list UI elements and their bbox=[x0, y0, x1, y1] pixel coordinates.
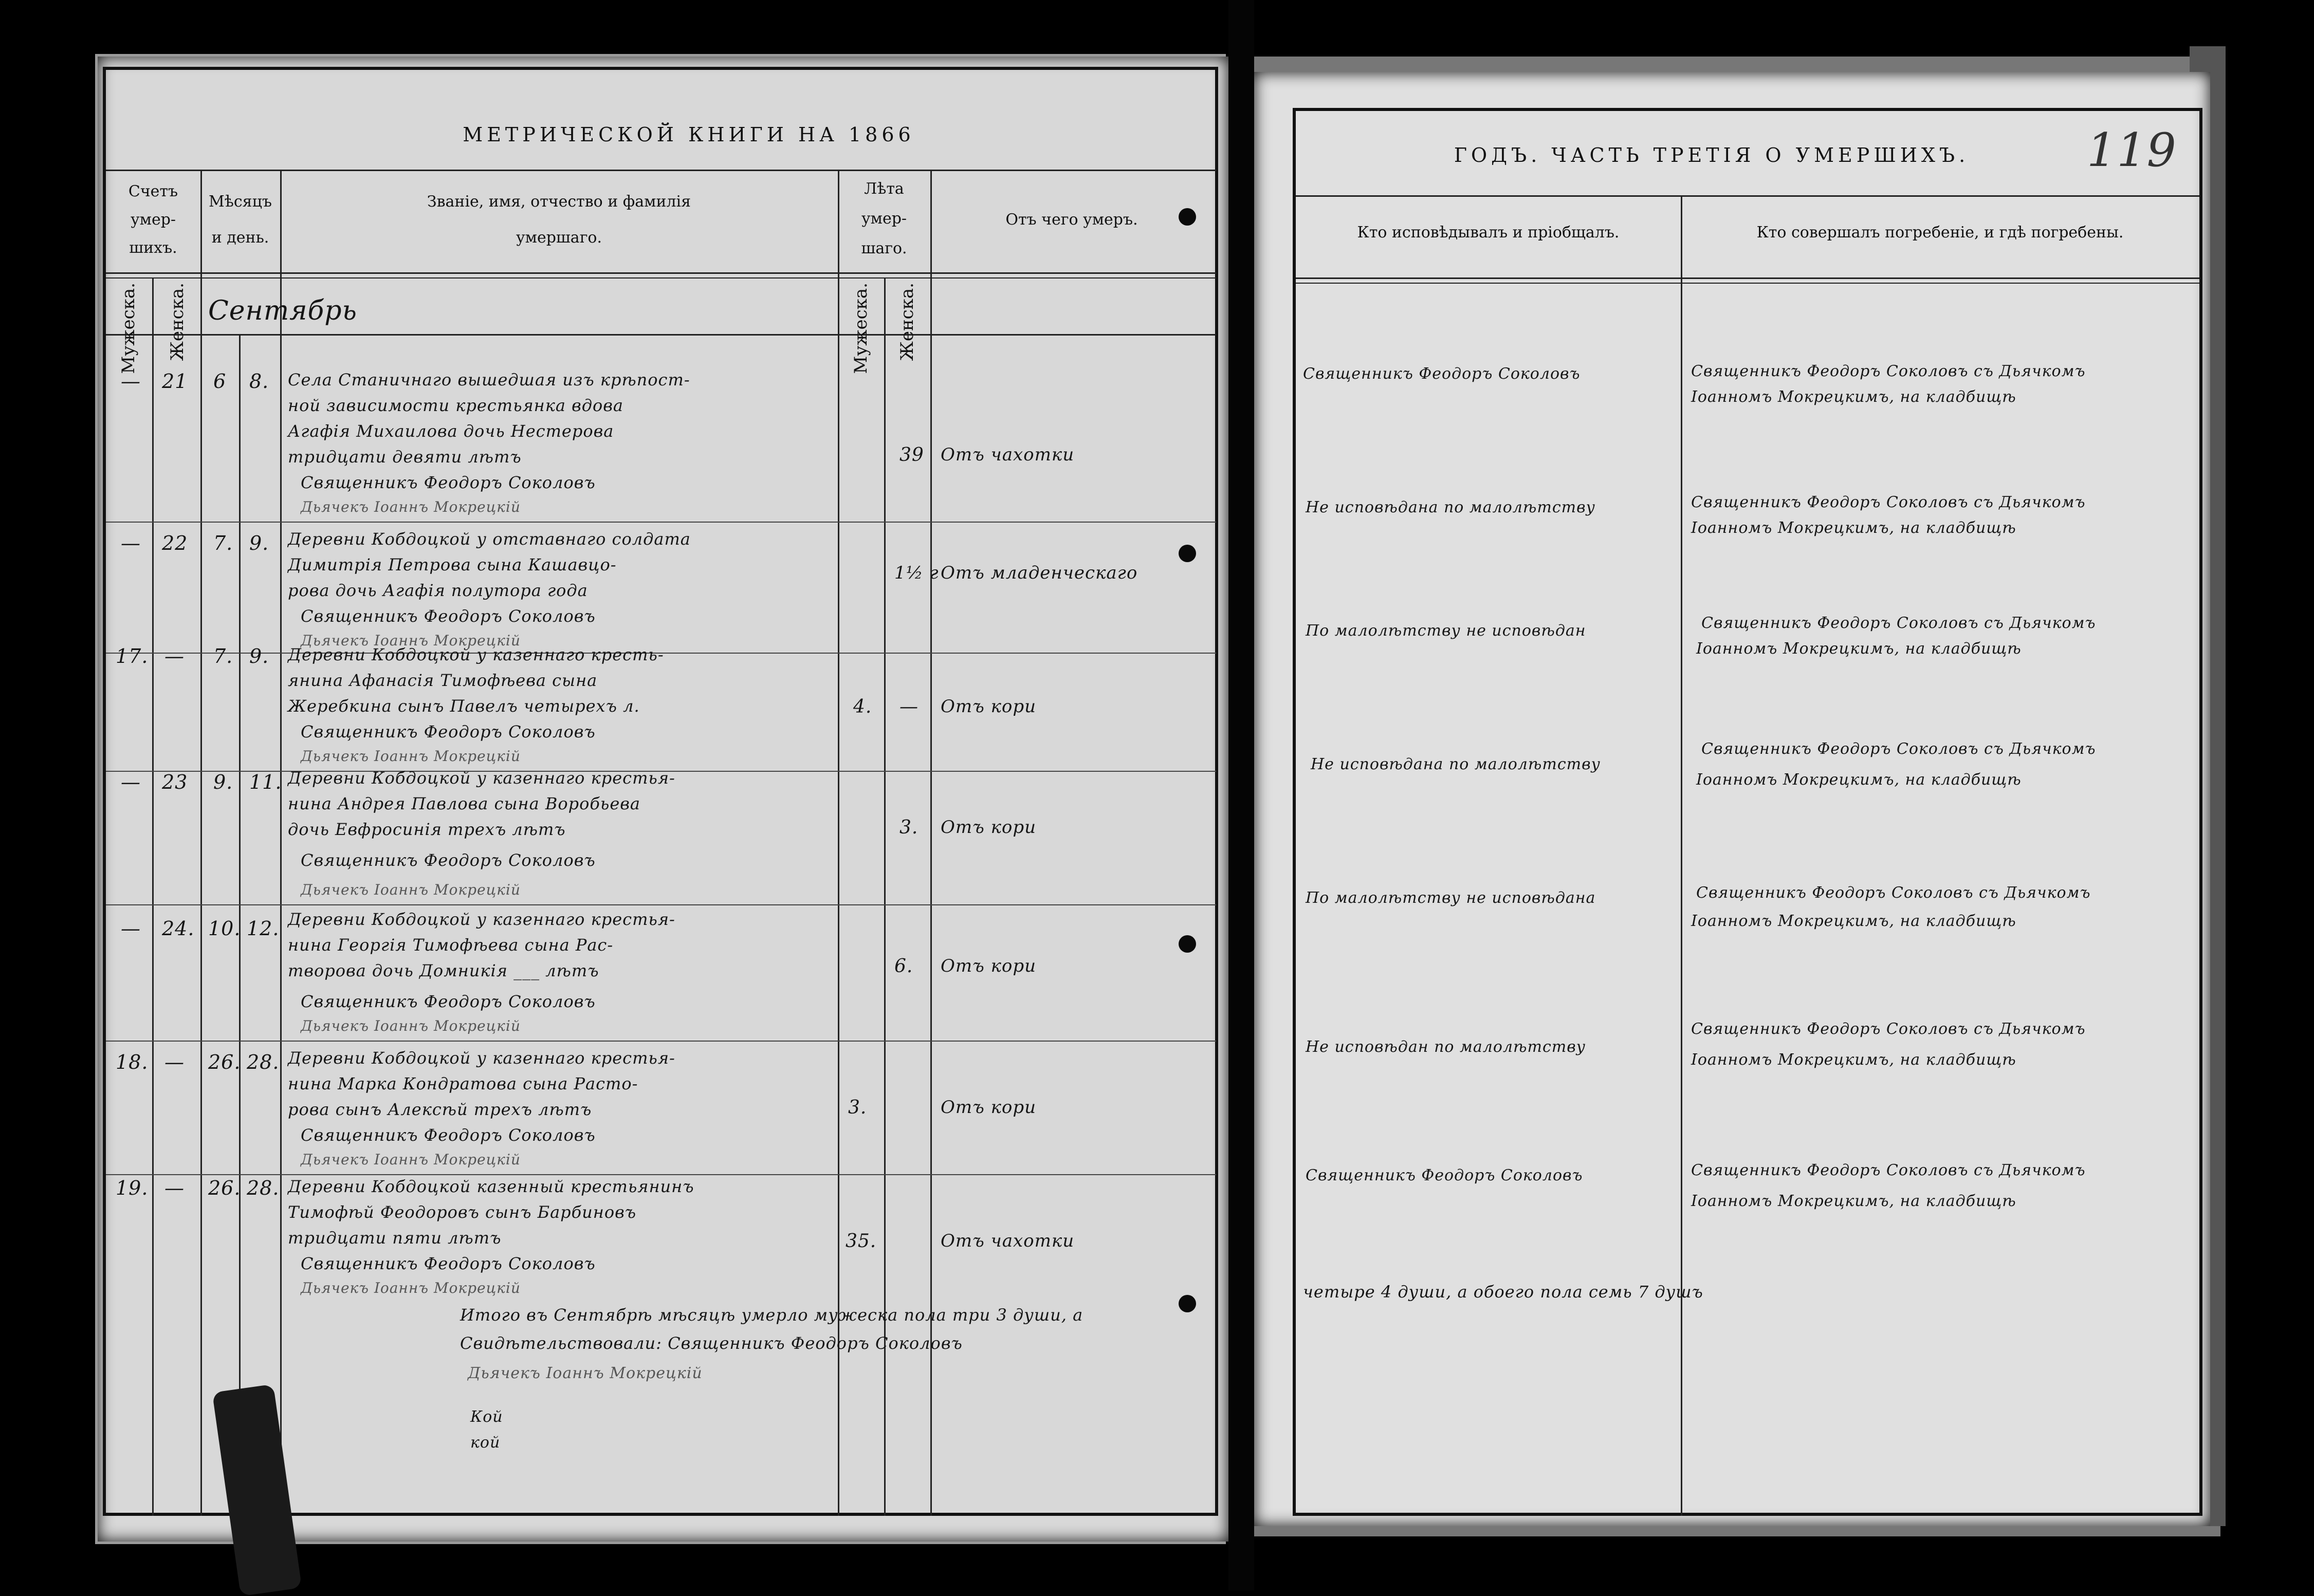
column-subheader-rule bbox=[106, 277, 1216, 279]
entry-2-line-3: рова дочь Агафiя полутора года bbox=[288, 581, 588, 600]
entry-3-male: 17. bbox=[116, 645, 149, 667]
entry-3-line-4: Священникъ Феодоръ Соколовъ bbox=[301, 722, 596, 741]
entry-1-day2: 8. bbox=[249, 370, 269, 393]
entry-1-cause: Отъ чахотки bbox=[941, 444, 1075, 465]
entry-6-age-male: 3. bbox=[848, 1097, 867, 1118]
entry-6-cause: Отъ кори bbox=[941, 1097, 1037, 1118]
entry-4-line-1: Деревни Кобдоцкой у казеннаго крестья- bbox=[288, 768, 675, 788]
entry-2-cause: Отъ младенческаго bbox=[941, 563, 1138, 583]
entry-2-male: — bbox=[121, 532, 141, 554]
entry-1-male: — bbox=[121, 370, 141, 393]
entry-7-male: 19. bbox=[116, 1177, 149, 1199]
right-page bbox=[1254, 72, 2210, 1526]
entry-7-female: — bbox=[164, 1177, 185, 1199]
entry-6-rule bbox=[106, 1174, 1216, 1175]
left-page-header: МЕТРИЧЕСКОЙ КНИГИ НА 1866 bbox=[463, 123, 915, 146]
burial-4-line-1: Священникъ Феодоръ Соколовъ съ Дьячкомъ bbox=[1701, 740, 2096, 758]
entry-1-line-5: Священникъ Феодоръ Соколовъ bbox=[301, 473, 596, 492]
entry-3-cause: Отъ кори bbox=[941, 696, 1037, 717]
entry-6-line-4: Священникъ Феодоръ Соколовъ bbox=[301, 1125, 596, 1145]
right-page-frame bbox=[1293, 108, 2202, 1516]
entry-4-day2: 11. bbox=[249, 771, 282, 793]
col-header-burial: Кто совершалъ погребенiе, и гдѣ погребены. bbox=[1756, 224, 2124, 242]
burial-1-line-2: Iоанномъ Мокрецкимъ, на кладбищѣ bbox=[1691, 388, 2016, 406]
book-spine bbox=[1228, 0, 1254, 1590]
right-footer: четыре 4 души, а обоего пола семь 7 душъ bbox=[1303, 1282, 1703, 1302]
entry-5-day1: 10. bbox=[208, 917, 241, 940]
burial-7-line-1: Священникъ Феодоръ Соколовъ съ Дьячкомъ bbox=[1691, 1161, 2086, 1179]
entry-6-day1: 26. bbox=[208, 1051, 241, 1073]
entry-4-line-4: Священникъ Феодоръ Соколовъ bbox=[301, 850, 596, 870]
entry-2-day2: 9. bbox=[249, 532, 269, 554]
entry-1-rule bbox=[106, 522, 1216, 523]
col-header-age-male: Мужеска. bbox=[851, 283, 871, 374]
entry-5-day2: 12. bbox=[247, 917, 280, 940]
col-header-age-2: умер- bbox=[861, 210, 907, 228]
entry-6-line-1: Деревни Кобдоцкой у казеннаго крестья- bbox=[288, 1048, 675, 1068]
col-header-name-2: умершаго. bbox=[516, 229, 602, 247]
left-footer-line-5: кой bbox=[470, 1434, 501, 1452]
entry-5-male: — bbox=[121, 917, 141, 940]
header-rule bbox=[106, 170, 1216, 171]
entry-6-male: 18. bbox=[116, 1051, 149, 1073]
burial-5-line-2: Iоанномъ Мокрецкимъ, на кладбищѣ bbox=[1691, 912, 2016, 930]
entry-3-line-3: Жеребкина сынъ Павелъ четырехъ л. bbox=[288, 696, 640, 716]
entry-6-line-3: рова сынъ Алексѣй трехъ лѣтъ bbox=[288, 1100, 592, 1119]
right-column-header-rule bbox=[1296, 277, 2199, 279]
confession-2: Не исповѣдана по малолѣтству bbox=[1306, 498, 1595, 516]
entry-1-line-3: Агафiя Михаилова дочь Нестерова bbox=[288, 421, 614, 441]
entry-5-rule bbox=[106, 1041, 1216, 1042]
col-header-name-1: Званiе, имя, отчество и фамилiя bbox=[427, 193, 691, 211]
binder-ring-2 bbox=[1179, 545, 1196, 562]
right-column-header-rule-2 bbox=[1296, 283, 2199, 284]
col-header-cause: Отъ чего умеръ. bbox=[1005, 211, 1138, 229]
burial-1-line-1: Священникъ Феодоръ Соколовъ съ Дьячкомъ bbox=[1691, 362, 2086, 380]
entry-5-female: 24. bbox=[162, 917, 195, 940]
col-header-male: Мужеска. bbox=[118, 283, 139, 374]
entry-7-line-3: тридцати пяти лѣтъ bbox=[288, 1228, 502, 1248]
entry-1-day1: 6 bbox=[213, 370, 227, 393]
confession-3: По малолѣтству не исповѣдан bbox=[1306, 622, 1586, 640]
entry-2-line-5: Дьячекъ Iоаннъ Мокрецкiй bbox=[301, 632, 521, 649]
col-header-confession: Кто исповѣдывалъ и пріобщалъ. bbox=[1357, 224, 1620, 242]
entry-3-age-male: 4. bbox=[853, 696, 872, 717]
entry-4-cause: Отъ кори bbox=[941, 817, 1037, 838]
entry-3-line-2: янина Афанасiя Тимофѣева сына bbox=[288, 671, 598, 690]
entry-5-line-5: Дьячекъ Iоаннъ Мокрецкiй bbox=[301, 1017, 521, 1034]
left-footer-line-4: Кой bbox=[470, 1408, 503, 1426]
entry-2-line-1: Деревни Кобдоцкой у отставнаго солдата bbox=[288, 529, 691, 549]
col-header-age-3: шаго. bbox=[861, 239, 907, 257]
right-page-header: ГОДЪ. ЧАСТЬ ТРЕТIЯ О УМЕРШИХЪ. bbox=[1454, 144, 1970, 166]
confession-7: Священникъ Феодоръ Соколовъ bbox=[1306, 1166, 1583, 1184]
right-header-rule bbox=[1296, 195, 2199, 197]
entry-7-line-5: Дьячекъ Iоаннъ Мокрецкiй bbox=[301, 1279, 521, 1296]
burial-3-line-2: Iоанномъ Мокрецкимъ, на кладбищѣ bbox=[1696, 640, 2022, 658]
entry-6-line-2: нина Марка Кондратова сына Расто- bbox=[288, 1074, 638, 1093]
confession-4: Не исповѣдана по малолѣтству bbox=[1311, 755, 1601, 773]
entry-7-line-1: Деревни Кобдоцкой казенный крестьянинъ bbox=[288, 1177, 694, 1196]
col-header-month-1: Мѣсяцъ bbox=[209, 193, 272, 211]
binder-ring-4 bbox=[1179, 1295, 1196, 1312]
col-header-count-3: шихъ. bbox=[129, 239, 177, 257]
col-header-age-female: Женска. bbox=[897, 283, 917, 361]
burial-4-line-2: Iоанномъ Мокрецкимъ, на кладбищѣ bbox=[1696, 771, 2022, 789]
entry-5-age-female: 6. bbox=[894, 956, 913, 977]
col-header-count-2: умер- bbox=[130, 211, 176, 229]
entry-6-female: — bbox=[164, 1051, 185, 1073]
col-line-6 bbox=[884, 277, 886, 1516]
entry-3-day2: 9. bbox=[249, 645, 269, 667]
entry-7-cause: Отъ чахотки bbox=[941, 1231, 1075, 1251]
left-footer-line-2: Свидѣтельствовали: Священникъ Феодоръ Соколовъ bbox=[460, 1333, 963, 1353]
entry-4-line-5: Дьячекъ Iоаннъ Мокрецкiй bbox=[301, 881, 521, 898]
entry-4-rule bbox=[106, 904, 1216, 905]
col-header-count-1: Счетъ bbox=[128, 182, 178, 200]
entry-6-line-5: Дьячекъ Iоаннъ Мокрецкiй bbox=[301, 1151, 521, 1168]
entry-7-line-2: Тимофѣй Феодоровъ сынъ Барбиновъ bbox=[288, 1202, 637, 1222]
entry-7-day2: 28. bbox=[247, 1177, 280, 1199]
entry-1-line-4: тридцати девяти лѣтъ bbox=[288, 447, 522, 467]
entry-1-age-female: 39 bbox=[899, 444, 924, 466]
confession-6: Не исповѣдан по малолѣтству bbox=[1306, 1038, 1586, 1056]
entry-7-day1: 26. bbox=[208, 1177, 241, 1199]
entry-2-female: 22 bbox=[162, 532, 188, 554]
entry-2-day1: 7. bbox=[213, 532, 233, 554]
entry-3-age-female: — bbox=[899, 696, 919, 717]
col-header-female: Женска. bbox=[167, 283, 188, 361]
col-line-1 bbox=[152, 277, 154, 1516]
entry-5-line-4: Священникъ Феодоръ Соколовъ bbox=[301, 992, 596, 1011]
entry-5-line-1: Деревни Кобдоцкой у казеннаго крестья- bbox=[288, 910, 675, 929]
entry-7-line-4: Священникъ Феодоръ Соколовъ bbox=[301, 1254, 596, 1273]
col-header-month-2: и день. bbox=[211, 229, 269, 247]
month-heading-rule bbox=[106, 334, 1216, 336]
burial-3-line-1: Священникъ Феодоръ Соколовъ съ Дьячкомъ bbox=[1701, 614, 2096, 632]
page-number: 119 bbox=[2087, 123, 2177, 177]
entry-5-line-3: творова дочь Домникiя ___ лѣтъ bbox=[288, 961, 599, 980]
entry-4-female: 23 bbox=[162, 771, 188, 793]
entry-5-cause: Отъ кори bbox=[941, 956, 1037, 976]
col-line-4 bbox=[280, 170, 282, 1516]
left-footer-line-1: Итого въ Сентябрѣ мѣсяцѣ умерло мужеска пола три 3 души, а bbox=[460, 1305, 1083, 1325]
entry-1-female: 21 bbox=[162, 370, 188, 393]
entry-2-line-2: Димитрiя Петрова сына Кашавцо- bbox=[288, 555, 617, 574]
burial-7-line-2: Iоанномъ Мокрецкимъ, на кладбищѣ bbox=[1691, 1192, 2016, 1210]
left-page bbox=[98, 57, 1228, 1542]
confession-1: Священникъ Феодоръ Соколовъ bbox=[1303, 365, 1581, 383]
binder-ring-1 bbox=[1179, 208, 1196, 226]
col-line-2 bbox=[200, 170, 202, 1516]
entry-7-age-male: 35. bbox=[846, 1231, 877, 1252]
entry-2-age-female: 1½ г bbox=[894, 563, 939, 583]
entry-5-line-2: нина Георгiя Тимофѣева сына Рас- bbox=[288, 935, 614, 955]
entry-4-day1: 9. bbox=[213, 771, 233, 793]
confession-5: По малолѣтству не исповѣдана bbox=[1306, 889, 1596, 907]
burial-5-line-1: Священникъ Феодоръ Соколовъ съ Дьячкомъ bbox=[1696, 884, 2091, 902]
burial-2-line-1: Священникъ Феодоръ Соколовъ съ Дьячкомъ bbox=[1691, 493, 2086, 511]
entry-1-line-1: Села Станичнаго вышедшая изъ крѣпост- bbox=[288, 370, 690, 389]
entry-4-age-female: 3. bbox=[899, 817, 919, 838]
burial-6-line-1: Священникъ Феодоръ Соколовъ съ Дьячкомъ bbox=[1691, 1020, 2086, 1038]
entry-3-line-5: Дьячекъ Iоаннъ Мокрецкiй bbox=[301, 748, 521, 765]
entry-3-day1: 7. bbox=[213, 645, 233, 667]
right-col-line bbox=[1681, 195, 1682, 1516]
entry-6-day2: 28. bbox=[247, 1051, 280, 1073]
entry-1-line-6: Дьячекъ Iоаннъ Мокрецкiй bbox=[301, 498, 521, 515]
entry-4-male: — bbox=[121, 771, 141, 793]
left-footer-line-3: Дьячекъ Iоаннъ Мокрецкiй bbox=[468, 1364, 703, 1382]
entry-1-line-2: ной зависимости крестьянка вдова bbox=[288, 396, 623, 415]
col-header-age-1: Лѣта bbox=[864, 180, 904, 198]
entry-4-line-3: дочь Евфросинiя трехъ лѣтъ bbox=[288, 820, 566, 839]
entry-4-line-2: нина Андрея Павлова сына Воробьева bbox=[288, 794, 640, 813]
burial-6-line-2: Iоанномъ Мокрецкимъ, на кладбищѣ bbox=[1691, 1051, 2016, 1069]
entry-2-line-4: Священникъ Феодоръ Соколовъ bbox=[301, 606, 596, 626]
binder-ring-3 bbox=[1179, 935, 1196, 953]
burial-2-line-2: Iоанномъ Мокрецкимъ, на кладбищѣ bbox=[1691, 519, 2016, 537]
entry-3-line-1: Деревни Кобдоцкой у казеннаго кресть- bbox=[288, 645, 664, 664]
column-header-rule bbox=[106, 272, 1216, 274]
month-heading: Сентябрь bbox=[208, 295, 357, 326]
entry-3-female: — bbox=[164, 645, 185, 667]
